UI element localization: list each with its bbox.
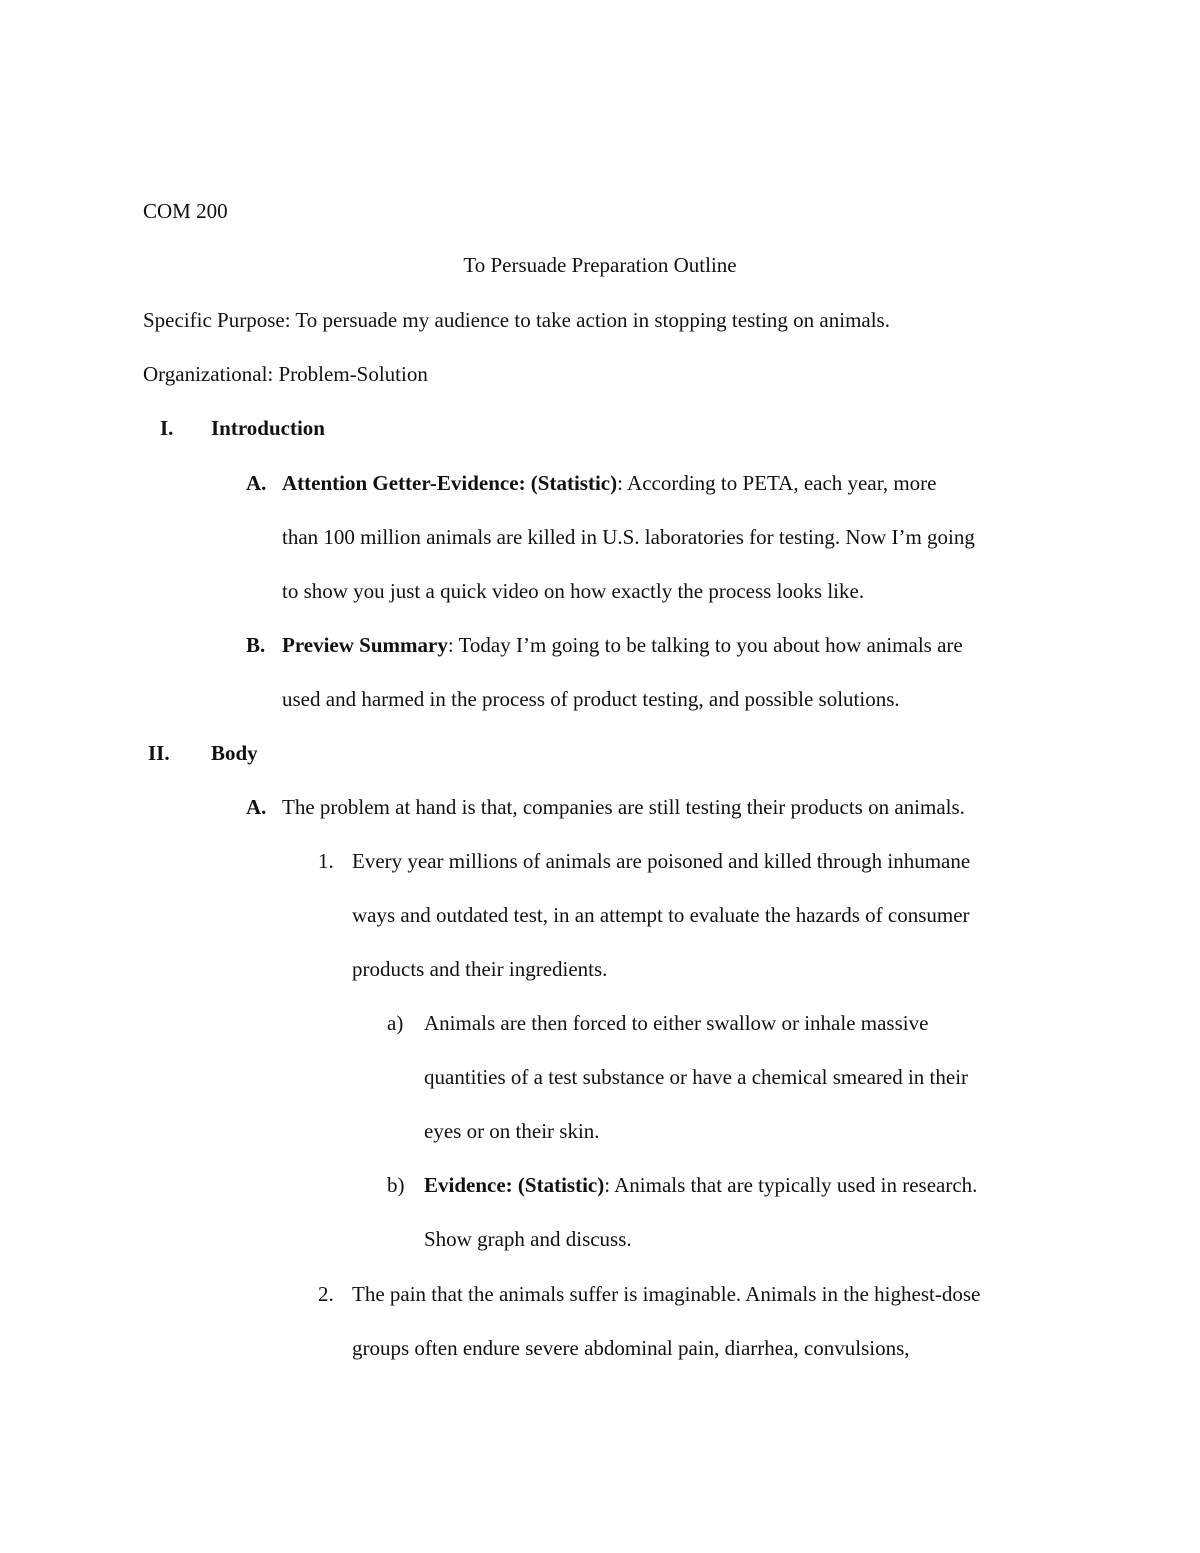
body-heading: Body (211, 741, 258, 765)
item-1-line-2: ways and outdated test, in an attempt to evaluate the hazards of consumer (352, 903, 970, 927)
attention-getter-line-1: Attention Getter-Evidence: (Statistic): According to PETA, each year, more (282, 471, 937, 495)
sub-b-line-2: Show graph and discuss. (424, 1227, 632, 1251)
attention-getter-line-3: to show you just a quick video on how exactly the process looks like. (282, 579, 865, 603)
intro-a-letter: A. (246, 471, 267, 495)
problem-statement: The problem at hand is that, companies are still testing their products on animals. (282, 795, 965, 819)
sub-a-line-1: Animals are then forced to either swallow or inhale massive (424, 1011, 929, 1035)
evidence-label: Evidence: (Statistic) (424, 1173, 605, 1197)
course-code: COM 200 (143, 199, 228, 223)
intro-heading: Introduction (211, 416, 325, 440)
sub-b-line-1: Evidence: (Statistic): Animals that are typically used in research. (424, 1173, 978, 1197)
body-numeral: II. (148, 741, 170, 765)
item-1-line-3: products and their ingredients. (352, 957, 608, 981)
attention-getter-label: Attention Getter-Evidence: (Statistic) (282, 471, 618, 495)
sub-b-letter: b) (387, 1173, 405, 1197)
organizational-pattern: Organizational: Problem-Solution (143, 362, 428, 386)
intro-b-letter: B. (246, 633, 266, 657)
sub-a-line-3: eyes or on their skin. (424, 1119, 600, 1143)
item-2-line-2: groups often endure severe abdominal pain, diarrhea, convulsions, (352, 1336, 910, 1360)
sub-a-letter: a) (387, 1011, 404, 1035)
specific-purpose: Specific Purpose: To persuade my audience to take action in stopping testing on animals. (143, 308, 890, 332)
preview-summary-label: Preview Summary (282, 633, 448, 657)
intro-numeral: I. (160, 416, 174, 440)
sub-a-line-2: quantities of a test substance or have a chemical smeared in their (424, 1065, 969, 1089)
preview-summary-line-2: used and harmed in the process of product testing, and possible solutions. (282, 687, 900, 711)
preview-summary-line-1: Preview Summary: Today I’m going to be talking to you about how animals are (282, 633, 963, 657)
item-2-line-1: The pain that the animals suffer is imaginable. Animals in the highest-dose (352, 1282, 981, 1306)
document-title: To Persuade Preparation Outline (463, 253, 737, 277)
body-a-letter: A. (246, 795, 267, 819)
item-1-line-1: Every year millions of animals are poisoned and killed through inhumane (352, 849, 971, 873)
attention-getter-line-2: than 100 million animals are killed in U.S. laboratories for testing. Now I’m going (282, 525, 975, 549)
item-2-number: 2. (318, 1282, 334, 1306)
item-1-number: 1. (318, 849, 334, 873)
